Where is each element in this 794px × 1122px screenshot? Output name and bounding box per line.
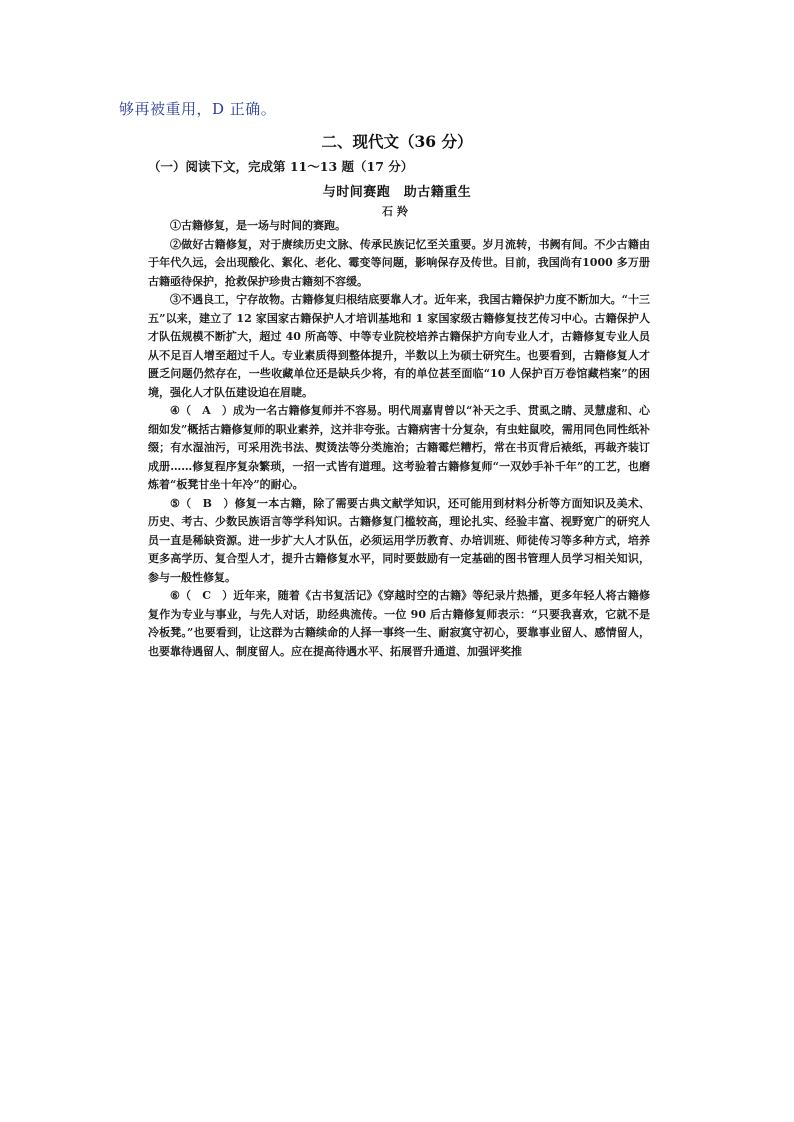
section-heading: 二、现代文（36 分） (321, 132, 473, 151)
paragraph-2: ②做好古籍修复，对于赓续历史文脉、传承民族记忆至关重要。岁月流转，书阙有间。不少古籍由于年代久远，会出现酸化、絮化、老化、霉变等问题，影响保存及传世。目前，我国尚有1000 多万册古籍亟待保护，抢救保护珍贵古籍刻不容缓。 (148, 237, 650, 288)
article-title: 与时间赛跑 助古籍重生 (322, 185, 472, 200)
article-body (148, 217, 650, 661)
paragraph-3: ③不遇良工，宁存故物。古籍修复归根结底要靠人才。近年来，我国古籍保护力度不断加大。“十三五”以来，建立了 12 家国家古籍保护人才培训基地和 1 家国家级古籍修复技艺传习中心。古籍保护人才队伍规模不断扩大，超过 40 所高等、中等专业院校培养古籍保护方向专业人才，古籍修复专业人员从不足百人增至超过千人。专业素质得到整体提升，半数以上为硕士研究生。也要看到，古籍修复人才匮乏问题仍然存在，一些收藏单位还是缺兵少将，有的单位甚至面临“10 人保护百万卷馆藏档案”的困境，强化人才队伍建设迫在眉睫。 (148, 293, 650, 399)
paragraph-5: ⑤（ B ）修复一本古籍，除了需要古典文献学知识，还可能用到材料分析等方面知识及美术、历史、考古、少数民族语言等学科知识。古籍修复门槛较高，理论扎实、经验丰富、视野宽广的研究人员一直是稀缺资源。进一步扩大人才队伍，必须运用学历教育、办培训班、师徒传习等多种方式，培养更多高学历、复合型人才，提升古籍修复水平，同时要鼓励有一定基础的图书管理人员学习相关知识，参与一般性修复。 (148, 496, 650, 584)
paragraph-4: ④（ A ）成为一名古籍修复师并不容易。明代周嘉胄曾以“补天之手、贯虱之睛、灵慧虚和、心细如发”概括古籍修复师的职业素养，这并非夸张。古籍病害十分复杂，有虫蛀鼠咬，需用同色同性纸补缀；有水湿油污，可采用洗书法、熨烫法等分类施治；古籍霉烂糟朽，常在书页背后裱纸，再裁齐装订成册……修复程序复杂繁琐，一招一式皆有道理。这考验着古籍修复师“一双妙手补千年”的工艺，也磨炼着“板凳甘坐十年冷”的耐心。 (148, 404, 650, 491)
section-instructions: （一）阅读下文，完成第 11～13 题（17 分） (148, 159, 414, 174)
paragraph-6: ⑥（ C ）近年来，随着《古书复活记》《穿越时空的古籍》等纪录片热播，更多年轻人将古籍修复作为专业与事业，与先人对话，助经典流传。一位 90 后古籍修复师表示：“只要我喜欢，它就不是冷板凳。”也要看到，让这群为古籍续命的人择一事终一生、耐寂寞守初心，要靠事业留人、感情留人，也要靠待遇留人、制度留人。应在提高待遇水平、拓展晋升通道、加强评奖推 (148, 589, 650, 658)
article-author: 石羚 (382, 205, 412, 218)
paragraph-1: ①古籍修复，是一场与时间的赛跑。 (170, 219, 346, 232)
previous-answer-tail: 够再被重用，D 正确。 (119, 100, 277, 118)
